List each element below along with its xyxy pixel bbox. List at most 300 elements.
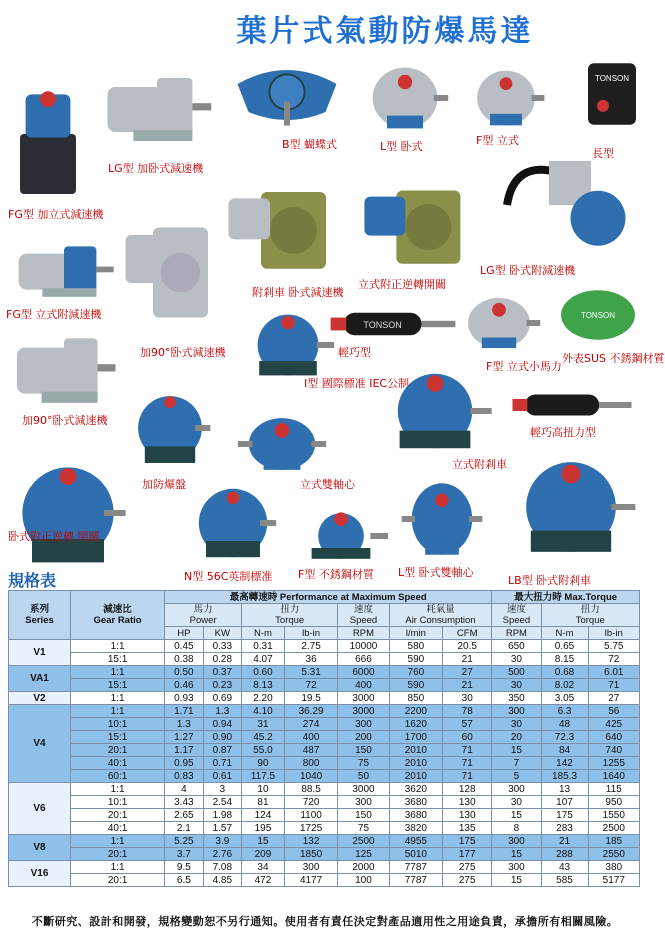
value-cell: 950 — [588, 796, 639, 809]
table-row — [9, 718, 640, 731]
value-cell: 1725 — [284, 822, 337, 835]
value-cell: 125 — [338, 848, 389, 861]
value-cell: 2.65 — [165, 809, 203, 822]
spec-table — [8, 590, 640, 887]
value-cell: 4.85 — [203, 874, 241, 887]
unit-cell: KW — [203, 627, 241, 640]
value-cell: 185 — [588, 835, 639, 848]
unit-cell: N-m — [242, 627, 285, 640]
value-cell: 8 — [492, 822, 541, 835]
series-cell: V2 — [9, 692, 71, 705]
value-cell: 117.5 — [242, 770, 285, 783]
stainless-flange-motor-icon — [292, 506, 390, 570]
svg-text:TONSON: TONSON — [594, 74, 630, 84]
value-cell: 8.15 — [541, 653, 588, 666]
product-label: LG型 加卧式減速機 — [108, 162, 204, 175]
value-cell: 1700 — [389, 731, 442, 744]
value-cell: 0.60 — [242, 666, 285, 679]
value-cell: 590 — [389, 653, 442, 666]
value-cell: 15 — [492, 848, 541, 861]
value-cell: 720 — [284, 796, 337, 809]
value-cell: 3680 — [389, 796, 442, 809]
value-cell: 115 — [588, 783, 639, 796]
table-row — [9, 731, 640, 744]
value-cell: 50 — [338, 770, 389, 783]
value-cell: 5.31 — [284, 666, 337, 679]
unit-cell: CFM — [443, 627, 492, 640]
value-cell: 275 — [443, 861, 492, 874]
value-cell: 288 — [541, 848, 588, 861]
value-cell: 15 — [492, 744, 541, 757]
max-speed-header: 最高轉速時 Performance at Maximum Speed — [165, 591, 492, 604]
table-row — [9, 848, 640, 861]
product-item — [510, 390, 634, 439]
product-item — [376, 362, 507, 471]
value-cell: 21 — [443, 653, 492, 666]
power-header: 馬力 Power — [165, 604, 242, 627]
value-cell: 36 — [284, 653, 337, 666]
value-cell: 2.1 — [165, 822, 203, 835]
value-cell: 740 — [588, 744, 639, 757]
gear-ratio-header: 減速比 Gear Ratio — [71, 591, 165, 640]
torque-header: 扭力 Torque — [242, 604, 338, 627]
product-label: 加90°卧式減速機 — [140, 346, 226, 359]
gear-ratio-cell: 1:1 — [71, 666, 165, 679]
value-cell: 200 — [338, 731, 389, 744]
vertical-motor-icon — [466, 62, 546, 138]
value-cell: 0.46 — [165, 679, 203, 692]
product-label: L型 卧式 — [380, 140, 423, 153]
value-cell: 124 — [242, 809, 285, 822]
gear-ratio-cell: 15:1 — [71, 679, 165, 692]
value-cell: 1.71 — [165, 705, 203, 718]
value-cell: 3.9 — [203, 835, 241, 848]
table-row — [9, 705, 640, 718]
product-label: 長型 — [592, 147, 614, 160]
product-label: LB型 卧式附剎車 — [508, 574, 592, 587]
product-label: FG型 立式附減速機 — [6, 308, 102, 321]
product-label: F型 立式小馬力 — [486, 360, 562, 373]
table-row — [9, 809, 640, 822]
gear-ratio-cell: 10:1 — [71, 796, 165, 809]
value-cell: 0.23 — [203, 679, 241, 692]
value-cell: 1.3 — [165, 718, 203, 731]
table-row — [9, 640, 640, 653]
value-cell: 71 — [443, 757, 492, 770]
value-cell: 2.20 — [242, 692, 285, 705]
gear-ratio-cell: 1:1 — [71, 783, 165, 796]
series-cell: V6 — [9, 783, 71, 835]
speed2-header: 速度 Speed — [492, 604, 541, 627]
value-cell: 3 — [203, 783, 241, 796]
value-cell: 580 — [389, 640, 442, 653]
value-cell: 0.69 — [203, 692, 241, 705]
product-item — [582, 55, 642, 160]
unit-cell: lb-in — [588, 627, 639, 640]
value-cell: 650 — [492, 640, 541, 653]
value-cell: 590 — [389, 679, 442, 692]
value-cell: 300 — [492, 835, 541, 848]
value-cell: 150 — [338, 809, 389, 822]
series-cell: V4 — [9, 705, 71, 783]
value-cell: 2010 — [389, 770, 442, 783]
stainless-motor-icon — [556, 284, 640, 350]
table-row — [9, 692, 640, 705]
butterfly-motor-icon — [232, 52, 342, 136]
value-cell: 1.3 — [203, 705, 241, 718]
product-label: 加防爆盤 — [142, 478, 186, 491]
value-cell: 185.3 — [541, 770, 588, 783]
table-row — [9, 679, 640, 692]
value-cell: 71 — [588, 679, 639, 692]
value-cell: 5177 — [588, 874, 639, 887]
value-cell: 4955 — [389, 835, 442, 848]
dual-shaft-vertical-motor-icon — [236, 410, 328, 482]
value-cell: 0.37 — [203, 666, 241, 679]
product-item — [456, 290, 562, 373]
product-item — [8, 80, 104, 221]
value-cell: 300 — [338, 796, 389, 809]
value-cell: 760 — [389, 666, 442, 679]
product-label: 輕巧高扭力型 — [530, 426, 596, 439]
value-cell: 81 — [242, 796, 285, 809]
value-cell: 425 — [588, 718, 639, 731]
value-cell: 0.28 — [203, 653, 241, 666]
value-cell: 132 — [284, 835, 337, 848]
table-row — [9, 744, 640, 757]
value-cell: 500 — [492, 666, 541, 679]
value-cell: 130 — [443, 809, 492, 822]
value-cell: 7 — [492, 757, 541, 770]
product-label: 立式附剎車 — [452, 458, 507, 471]
value-cell: 0.33 — [203, 640, 241, 653]
speed-header: 速度 Speed — [338, 604, 389, 627]
value-cell: 0.38 — [165, 653, 203, 666]
value-cell: 487 — [284, 744, 337, 757]
reversing-switch-motor-icon — [358, 160, 486, 286]
gear-ratio-cell: 20:1 — [71, 848, 165, 861]
value-cell: 142 — [541, 757, 588, 770]
value-cell: 177 — [443, 848, 492, 861]
value-cell: 300 — [492, 861, 541, 874]
value-cell: 10 — [242, 783, 285, 796]
value-cell: 2.54 — [203, 796, 241, 809]
nema-56c-motor-icon — [188, 478, 278, 572]
value-cell: 7787 — [389, 861, 442, 874]
high-torque-motor-icon — [510, 390, 634, 424]
value-cell: 55.0 — [242, 744, 285, 757]
table-row — [9, 666, 640, 679]
value-cell: 48 — [541, 718, 588, 731]
value-cell: 3.43 — [165, 796, 203, 809]
table-row — [9, 757, 640, 770]
compact-motor-icon — [328, 308, 458, 344]
value-cell: 585 — [541, 874, 588, 887]
value-cell: 5.25 — [165, 835, 203, 848]
value-cell: 27 — [588, 692, 639, 705]
value-cell: 15 — [492, 809, 541, 822]
value-cell: 2200 — [389, 705, 442, 718]
horizontal-brake-motor-icon — [504, 448, 638, 570]
table-row — [9, 796, 640, 809]
max-torque-header: 最大扭力時 Max.Torque — [492, 591, 640, 604]
vertical-reducer-motor-icon — [10, 232, 118, 308]
worm-gear-motor-icon — [120, 190, 230, 344]
unit-cell: RPM — [338, 627, 389, 640]
product-label: 加90°卧式減速機 — [22, 414, 108, 427]
value-cell: 3620 — [389, 783, 442, 796]
value-cell: 0.83 — [165, 770, 203, 783]
product-label: I型 國際標准 IEC公制 — [304, 377, 410, 390]
value-cell: 2.75 — [284, 640, 337, 653]
svg-text:TONSON: TONSON — [363, 319, 402, 330]
product-item — [398, 472, 484, 579]
value-cell: 4 — [165, 783, 203, 796]
value-cell: 300 — [492, 705, 541, 718]
value-cell: 1850 — [284, 848, 337, 861]
table-row — [9, 835, 640, 848]
value-cell: 43 — [541, 861, 588, 874]
value-cell: 5.75 — [588, 640, 639, 653]
product-label: F型 立式 — [476, 134, 519, 147]
value-cell: 0.65 — [541, 640, 588, 653]
value-cell: 72 — [284, 679, 337, 692]
value-cell: 45.2 — [242, 731, 285, 744]
horizontal-reversing-motor-icon — [8, 448, 128, 582]
value-cell: 84 — [541, 744, 588, 757]
footer-disclaimer: 不斷研究、設計和開發，規格變動恕不另行通知。使用者有責任決定對產品適用性之用途負責，承擔所有相關風險。 — [31, 915, 619, 928]
value-cell: 300 — [492, 783, 541, 796]
unit-cell: RPM — [492, 627, 541, 640]
value-cell: 1100 — [284, 809, 337, 822]
value-cell: 130 — [443, 796, 492, 809]
long-motor-icon — [582, 55, 642, 141]
value-cell: 195 — [242, 822, 285, 835]
product-item — [292, 506, 390, 581]
value-cell: 88.5 — [284, 783, 337, 796]
value-cell: 36.29 — [284, 705, 337, 718]
value-cell: 1040 — [284, 770, 337, 783]
value-cell: 60 — [443, 731, 492, 744]
value-cell: 30 — [492, 796, 541, 809]
value-cell: 30 — [492, 653, 541, 666]
value-cell: 27 — [443, 666, 492, 679]
value-cell: 5010 — [389, 848, 442, 861]
value-cell: 4.07 — [242, 653, 285, 666]
product-item — [328, 308, 458, 359]
value-cell: 400 — [338, 679, 389, 692]
product-item — [6, 232, 118, 321]
value-cell: 6.01 — [588, 666, 639, 679]
value-cell: 15 — [492, 874, 541, 887]
value-cell: 75 — [338, 757, 389, 770]
vertical-gear-motor-icon — [8, 80, 88, 204]
value-cell: 3000 — [338, 692, 389, 705]
value-cell: 7.08 — [203, 861, 241, 874]
product-label: FG型 加立式減速機 — [8, 208, 104, 221]
series-cell: V1 — [9, 640, 71, 666]
product-label: 附剎車 卧式減速機 — [252, 286, 344, 299]
gear-ratio-cell: 20:1 — [71, 809, 165, 822]
value-cell: 3820 — [389, 822, 442, 835]
product-item — [360, 58, 450, 153]
value-cell: 3.05 — [541, 692, 588, 705]
product-item — [480, 150, 640, 277]
series-cell: V16 — [9, 861, 71, 887]
value-cell: 19.5 — [284, 692, 337, 705]
value-cell: 2500 — [338, 835, 389, 848]
value-cell: 0.93 — [165, 692, 203, 705]
value-cell: 8.13 — [242, 679, 285, 692]
value-cell: 640 — [588, 731, 639, 744]
gear-ratio-cell: 1:1 — [71, 861, 165, 874]
value-cell: 3.7 — [165, 848, 203, 861]
product-item — [358, 160, 486, 291]
gear-ratio-cell: 20:1 — [71, 744, 165, 757]
value-cell: 800 — [284, 757, 337, 770]
value-cell: 0.50 — [165, 666, 203, 679]
value-cell: 56 — [588, 705, 639, 718]
value-cell: 7787 — [389, 874, 442, 887]
value-cell: 175 — [541, 809, 588, 822]
value-cell: 1.57 — [203, 822, 241, 835]
value-cell: 20.5 — [443, 640, 492, 653]
value-cell: 9.5 — [165, 861, 203, 874]
value-cell: 380 — [588, 861, 639, 874]
vertical-worm-gear-motor-icon — [8, 320, 120, 416]
table-row — [9, 874, 640, 887]
unit-cell: l/min — [389, 627, 442, 640]
small-vertical-motor-icon — [456, 290, 542, 360]
gear-ratio-cell: 15:1 — [71, 731, 165, 744]
gear-ratio-cell: 40:1 — [71, 822, 165, 835]
table-row — [9, 770, 640, 783]
value-cell: 400 — [284, 731, 337, 744]
gear-ratio-cell: 1:1 — [71, 705, 165, 718]
value-cell: 0.94 — [203, 718, 241, 731]
product-label: B型 蝴蝶式 — [282, 138, 338, 151]
value-cell: 472 — [242, 874, 285, 887]
value-cell: 175 — [443, 835, 492, 848]
unit-cell: HP — [165, 627, 203, 640]
product-item — [8, 320, 120, 427]
value-cell: 209 — [242, 848, 285, 861]
product-label: 外表SUS 不銹鋼材質 — [562, 352, 665, 365]
value-cell: 274 — [284, 718, 337, 731]
value-cell: 5 — [492, 770, 541, 783]
value-cell: 0.31 — [242, 640, 285, 653]
horizontal-motor-icon — [360, 58, 450, 142]
value-cell: 75 — [338, 822, 389, 835]
value-cell: 0.71 — [203, 757, 241, 770]
value-cell: 1550 — [588, 809, 639, 822]
product-item — [128, 382, 212, 491]
table-row — [9, 861, 640, 874]
value-cell: 71 — [443, 770, 492, 783]
product-label: N型 56C英制標准 — [184, 570, 273, 583]
value-cell: 57 — [443, 718, 492, 731]
value-cell: 6.5 — [165, 874, 203, 887]
value-cell: 850 — [389, 692, 442, 705]
value-cell: 30 — [443, 692, 492, 705]
product-item — [8, 448, 128, 578]
gear-ratio-cell: 40:1 — [71, 757, 165, 770]
table-row — [9, 783, 640, 796]
value-cell: 1640 — [588, 770, 639, 783]
table-row — [9, 653, 640, 666]
value-cell: 150 — [338, 744, 389, 757]
product-item — [556, 284, 665, 365]
value-cell: 15 — [242, 835, 285, 848]
horizontal-gear-motor-icon — [98, 60, 216, 154]
value-cell: 100 — [338, 874, 389, 887]
value-cell: 2500 — [588, 822, 639, 835]
value-cell: 0.90 — [203, 731, 241, 744]
value-cell: 0.61 — [203, 770, 241, 783]
value-cell: 20 — [492, 731, 541, 744]
value-cell: 2.76 — [203, 848, 241, 861]
spec-table-title: 規格表 — [8, 571, 57, 590]
product-item — [120, 190, 230, 359]
value-cell: 8.02 — [541, 679, 588, 692]
value-cell: 275 — [443, 874, 492, 887]
product-item — [504, 448, 638, 587]
value-cell: 34 — [242, 861, 285, 874]
product-item — [466, 62, 546, 147]
horizontal-reducer-motor-icon — [500, 150, 640, 264]
gear-ratio-cell: 20:1 — [71, 874, 165, 887]
value-cell: 1.98 — [203, 809, 241, 822]
product-item — [236, 410, 355, 491]
product-item — [222, 160, 352, 299]
gear-ratio-cell: 15:1 — [71, 653, 165, 666]
value-cell: 3000 — [338, 783, 389, 796]
value-cell: 6000 — [338, 666, 389, 679]
series-cell: V8 — [9, 835, 71, 861]
product-label: LG型 卧式附減速機 — [480, 264, 576, 277]
value-cell: 30 — [492, 718, 541, 731]
value-cell: 350 — [492, 692, 541, 705]
svg-text:TONSON: TONSON — [580, 311, 616, 320]
gear-ratio-cell: 1:1 — [71, 835, 165, 848]
value-cell: 1.17 — [165, 744, 203, 757]
table-row — [9, 822, 640, 835]
gear-ratio-cell: 60:1 — [71, 770, 165, 783]
explosion-proof-plate-motor-icon — [128, 382, 212, 478]
value-cell: 4177 — [284, 874, 337, 887]
air-consumption-header: 耗氣量 Air Consumption — [389, 604, 492, 627]
brake-reducer-motor-icon — [222, 160, 352, 292]
gear-ratio-cell: 1:1 — [71, 692, 165, 705]
value-cell: 21 — [541, 835, 588, 848]
value-cell: 4.10 — [242, 705, 285, 718]
gear-ratio-cell: 1:1 — [71, 640, 165, 653]
unit-cell: N-m — [541, 627, 588, 640]
product-label: F型 不銹鋼材質 — [298, 568, 374, 581]
product-item — [232, 52, 342, 151]
value-cell: 72.3 — [541, 731, 588, 744]
value-cell: 0.87 — [203, 744, 241, 757]
value-cell: 90 — [242, 757, 285, 770]
series-header: 系列 Series — [9, 591, 71, 640]
value-cell: 107 — [541, 796, 588, 809]
page-title: 葉片式氣動防爆馬達 — [236, 14, 534, 49]
value-cell: 666 — [338, 653, 389, 666]
value-cell: 135 — [443, 822, 492, 835]
vertical-brake-motor-icon — [376, 362, 494, 464]
value-cell: 72 — [588, 653, 639, 666]
value-cell: 300 — [338, 718, 389, 731]
